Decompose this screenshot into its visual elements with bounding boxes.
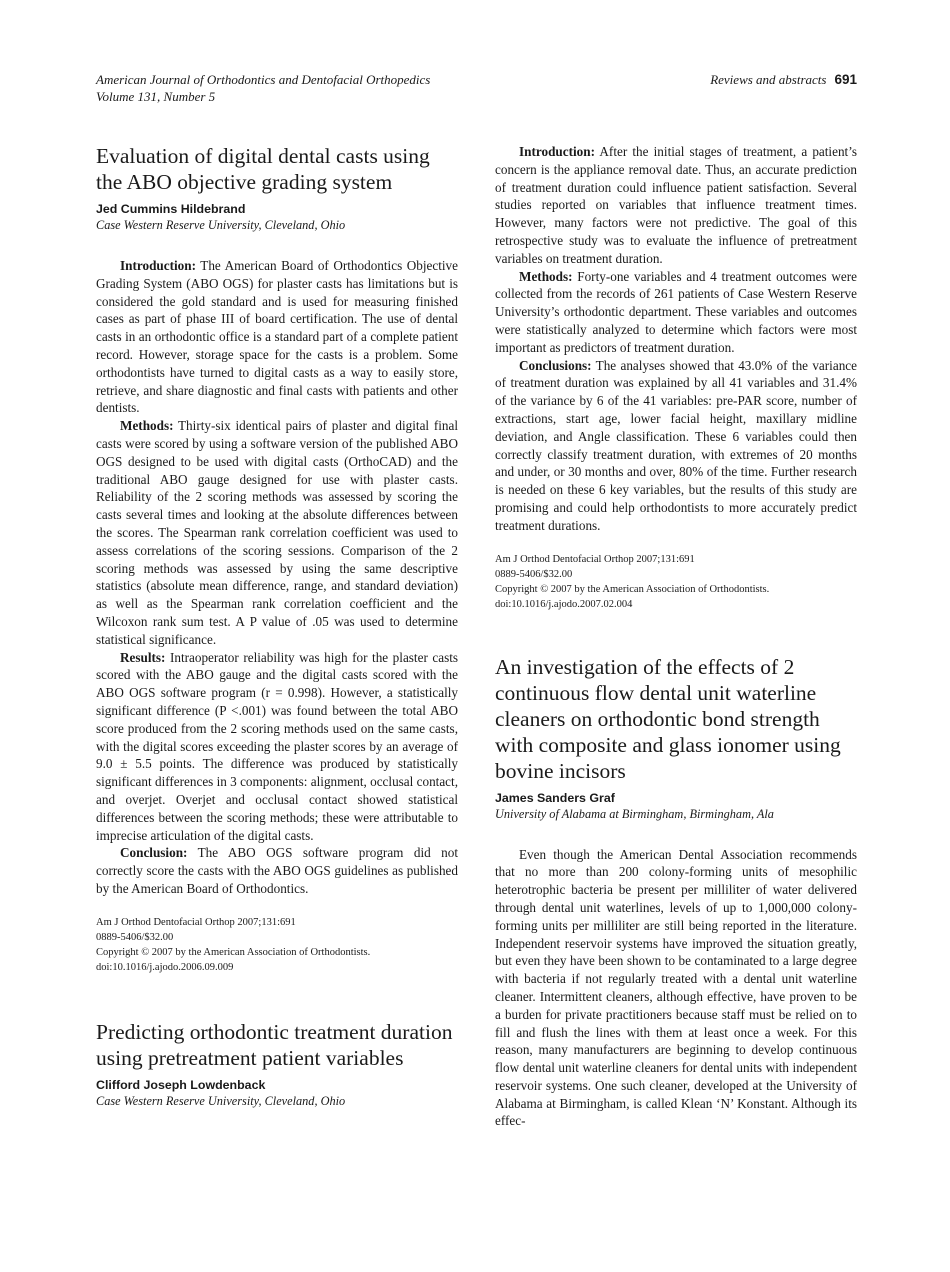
citation-block bbox=[495, 552, 857, 612]
abstract-introduction bbox=[495, 143, 857, 268]
citation-block bbox=[96, 915, 458, 975]
abstract-conclusions bbox=[495, 357, 857, 535]
section-name: Reviews and abstracts bbox=[710, 72, 827, 87]
article-author: Jed Cummins Hildebrand bbox=[96, 202, 246, 216]
section-label: Methods: bbox=[519, 268, 573, 284]
right-column bbox=[495, 143, 857, 1130]
section-text: Thirty-six identical pairs of plaster and digital final casts were scored by using a software version of the published ABO OGS designed to be used with digital casts (OrthoCAD) and the traditional ABO gauge designed for use with plaster casts. Reliability of the 2 scoring methods was assessed by scoring the casts several times and looking at the absolute differences between the scores. The Spearman rank correlation coefficient was used to assess correlations of the scoring sessions. Comparison of the 2 scoring methods was assessed by using the same descriptive statistics (absolute mean difference, range, and standard deviation) as well as the Spearman rank correlation coefficient and the Wilcoxon rank sum test. A P value of .05 was used to determine statistical significance. bbox=[96, 418, 459, 647]
article-title: Predicting orthodontic treatment duration using pretreatment patient variables bbox=[96, 1019, 453, 1070]
left-column bbox=[96, 143, 458, 1133]
running-head-left bbox=[96, 71, 430, 105]
section-text: After the initial stages of treatment, a patient’s concern is the appliance removal date. Thus, an accurate prediction of treatment duration could influence patient satisfaction. Several studies reported on variables that influence treatment times. However, many factors were not predictive. The goal of this retrospective study was to evaluate the influence of pretreatment variables on treatment duration. bbox=[495, 144, 857, 266]
section-label: Conclusions: bbox=[519, 357, 592, 373]
article-abo-grading bbox=[96, 143, 458, 975]
article-body: Even though the American Dental Association recommends that no more than 200 colony-forming units of mesophilic heterotrophic bacteria be present per milliliter of water delivered through dental unit waterlines, levels of up to 1,000,000 colony-forming units per milliliter are still being reported in the literature. Independent reservoir systems have improved the situation greatly, but even they have been shown to be contaminated to a large degree with bacteria if not regularly treated with a dental unit waterline cleaner. Intermittent cleaners, although effective, have proven to be a burden for private practitioners because staff must be relied on to fill and flush the lines with them at least once a week. For this reason, many manufacturers are beginning to develop continuous flow dental unit waterline cleaners for dental units with independent reservoir systems. One such cleaner, developed at the University of Alabama at Birmingham, is called Klean ‘N’ Konstant. Although its effec- bbox=[495, 846, 857, 1129]
article-affiliation: Case Western Reserve University, Cleveland, Ohio bbox=[96, 218, 346, 232]
article-affiliation: University of Alabama at Birmingham, Birmingham, Ala bbox=[495, 806, 774, 821]
citation-ref: Am J Orthod Dentofacial Orthop 2007;131:691 bbox=[96, 916, 296, 928]
running-head-right bbox=[710, 71, 857, 88]
journal-volume: Volume 131, Number 5 bbox=[96, 89, 216, 104]
abstract-methods bbox=[495, 268, 857, 357]
article-author: Clifford Joseph Lowdenback bbox=[96, 1077, 266, 1092]
journal-name: American Journal of Orthodontics and Dentofacial Orthopedics bbox=[96, 72, 431, 87]
citation-doi: doi:10.1016/j.ajodo.2006.09.009 bbox=[96, 961, 234, 973]
section-label: Methods: bbox=[120, 418, 174, 434]
section-label: Introduction: bbox=[120, 258, 196, 273]
section-text: The American Board of Orthodontics Objective Grading System (ABO OGS) for plaster casts has limitations but is considered the gold standard and is used for measuring finished cases as part of phase III of board certification. The use of dental casts in an orthodontic office is a standard part of a complete patient record. However, storage space for the casts is a problem. Some orthodontists have turned to digital casts as a way to easily store, retrieve, and share diagnostic and final casts with patients and other dentists. bbox=[96, 258, 458, 416]
section-text: Intraoperator reliability was high for the plaster casts scored with the ABO gauge and the digital casts scored with the ABO OGS software program (r = 0.998). However, a statistically significant difference (P <.001) was found between the total ABO score produced from the 2 scoring methods used on the same casts, with the digital scores exceeding the plaster scores by an average of 9.0 ± 5.5 points. The difference was produced by statistically significant differences in 3 components: alignment, occlusal contact, and overjet. Overjet and occlusal contact showed statistical differences between the scoring methods; these were attributable to imprecise articulation of the digital casts. bbox=[96, 649, 458, 843]
citation-copyright: Copyright © 2007 by the American Association of Orthodontists. bbox=[495, 583, 770, 595]
abstract-conclusion bbox=[96, 844, 458, 897]
article-title: An investigation of the effects of 2 continuous flow dental unit waterline cleaners on orthodontic bond strength with composite and glass ionomer using bovine incisors bbox=[495, 654, 841, 783]
page-number: 691 bbox=[834, 72, 857, 87]
section-text: Forty-one variables and 4 treatment outcomes were collected from the records of 261 patients of Case Western Reserve University’s orthodontic department. These variables and outcomes were statistically analyzed to determine which factors were most important as predictors of treatment duration. bbox=[495, 268, 858, 355]
article-affiliation: Case Western Reserve University, Cleveland, Ohio bbox=[96, 1093, 346, 1108]
article-treatment-duration-body bbox=[495, 143, 857, 612]
section-label: Introduction: bbox=[519, 144, 595, 159]
abstract-methods bbox=[96, 417, 458, 648]
article-treatment-duration-header bbox=[96, 1019, 458, 1109]
section-label: Conclusion: bbox=[120, 845, 188, 861]
running-head bbox=[96, 71, 857, 107]
citation-ref: Am J Orthod Dentofacial Orthop 2007;131:691 bbox=[495, 553, 695, 565]
article-waterline-cleaners bbox=[495, 654, 857, 1131]
citation-price: 0889-5406/$32.00 bbox=[96, 931, 174, 943]
article-title: Evaluation of digital dental casts using the ABO objective grading system bbox=[96, 144, 430, 194]
section-label: Results: bbox=[120, 649, 166, 665]
abstract-introduction bbox=[96, 257, 458, 417]
abstract-results bbox=[96, 649, 458, 845]
section-text: The analyses showed that 43.0% of the variance of treatment duration was explained by all 41 variables and 31.4% of the variance by 6 of the 41 variables: pre-PAR score, number of extractions, start age, lower facial height, maxillary midline deviation, and Angle classification. These 6 variables could then correctly classify treatment duration, with extremes of 20 months and under, or 30 months and over, 80% of the time. Further research is needed on these 6 key variables, but the results of this study are promising and could help orthodontists to more accurately predict treatment durations. bbox=[495, 357, 857, 533]
citation-copyright: Copyright © 2007 by the American Association of Orthodontists. bbox=[96, 946, 371, 958]
section-text: The ABO OGS software program did not correctly score the casts with the ABO OGS guidelines as published by the American Board of Orthodontics. bbox=[96, 845, 459, 896]
citation-price: 0889-5406/$32.00 bbox=[495, 568, 573, 580]
article-author: James Sanders Graf bbox=[495, 790, 615, 805]
citation-doi: doi:10.1016/j.ajodo.2007.02.004 bbox=[495, 598, 633, 610]
